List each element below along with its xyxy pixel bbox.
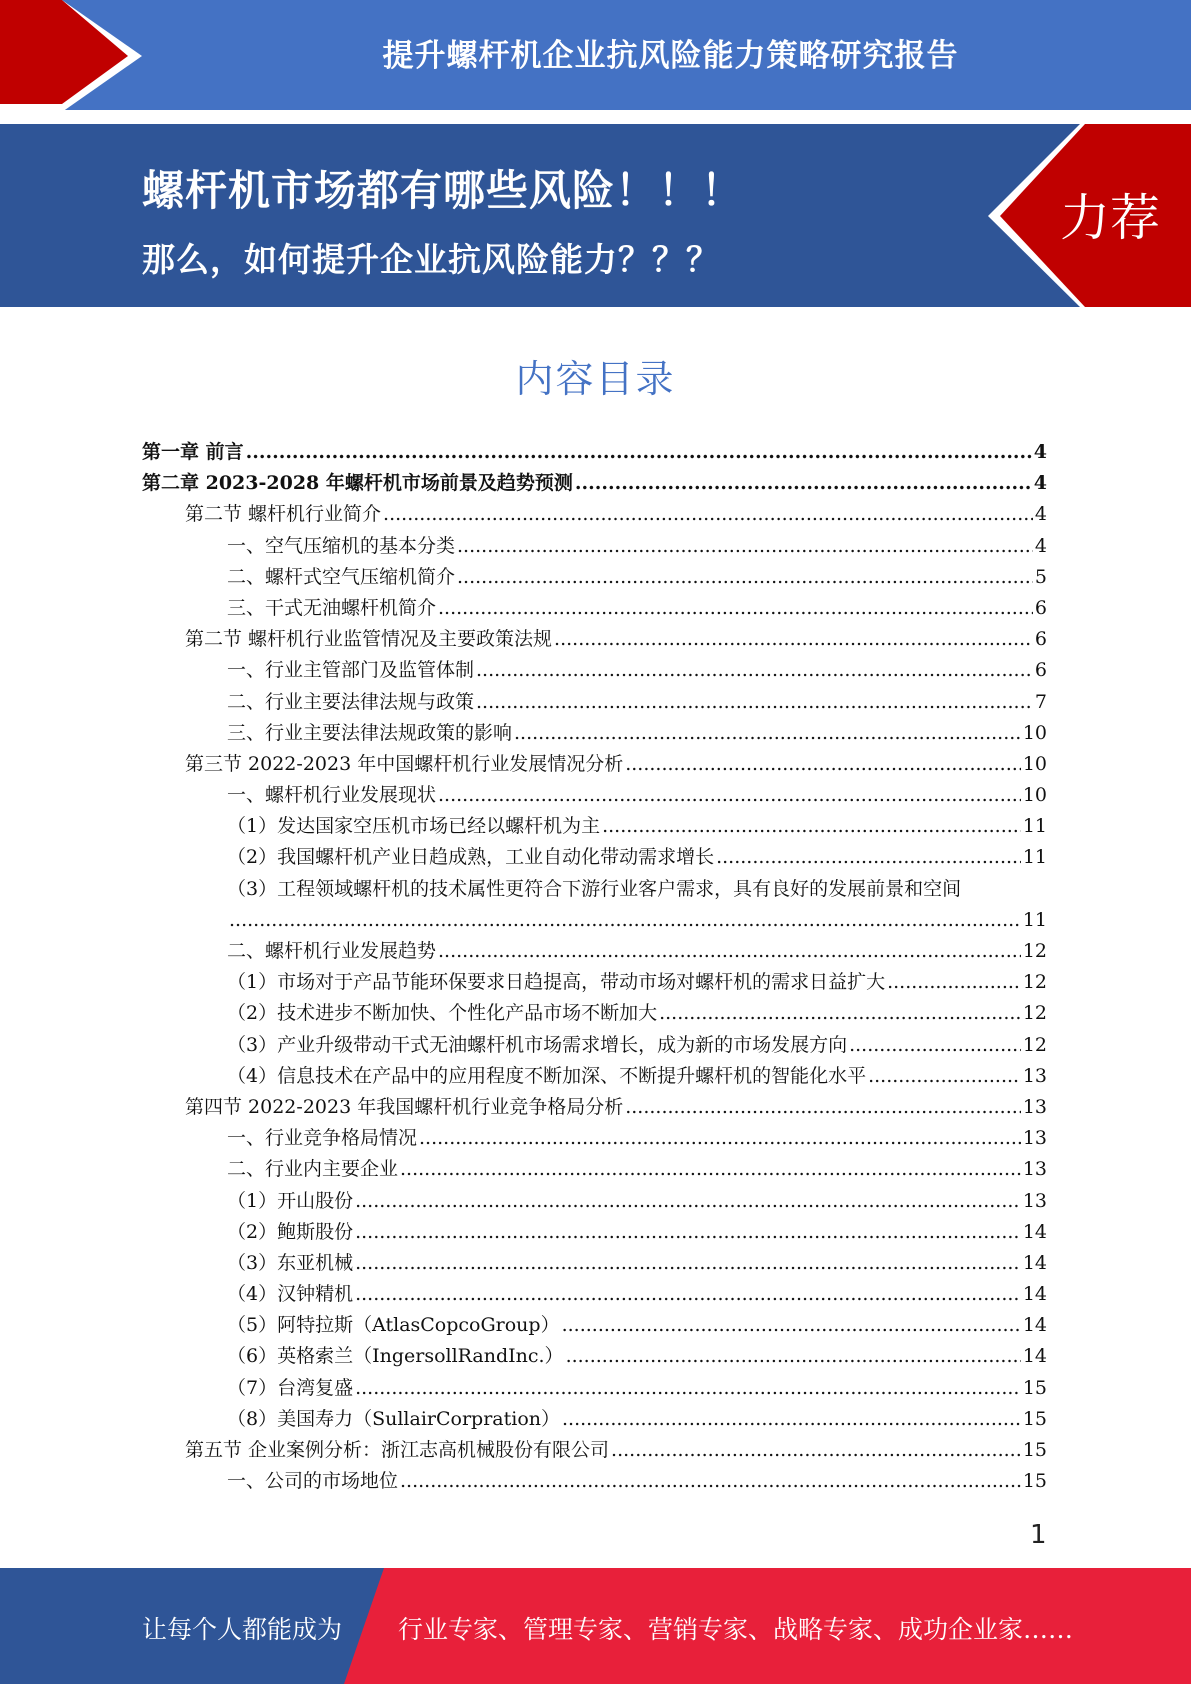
toc-entry[interactable]: 一、行业竞争格局情况 ..... 13 xyxy=(142,1123,1047,1154)
toc-entry[interactable]: （6）英格索兰（IngersollRandInc.） ..... 14 xyxy=(142,1341,1047,1372)
toc-entry[interactable]: （7）台湾复盛 ..... 15 xyxy=(142,1373,1047,1404)
toc-entry[interactable]: 二、行业主要法律法规与政策 ..... 7 xyxy=(142,687,1047,718)
table-of-contents xyxy=(142,437,1047,1497)
header-arrow-decoration xyxy=(0,0,160,112)
report-title: 提升螺杆机企业抗风险能力策略研究报告 xyxy=(382,37,959,74)
footer-slogan-right: 行业专家、管理专家、营销专家、战略专家、成功企业家…… xyxy=(398,1615,1074,1644)
toc-entry[interactable]: （2）技术进步不断加快、个性化产品市场不断加大 ..... 12 xyxy=(142,998,1047,1029)
toc-entry[interactable]: 一、螺杆机行业发展现状 ..... 10 xyxy=(142,780,1047,811)
toc-entry[interactable]: （3）东亚机械 ..... 14 xyxy=(142,1248,1047,1279)
toc-entry[interactable]: 三、干式无油螺杆机简介 ..... 6 xyxy=(142,593,1047,624)
toc-entry[interactable]: 第二节 螺杆机行业简介 ..... 4 xyxy=(142,499,1047,530)
toc-entry-continuation: ..... 11 xyxy=(142,905,1047,936)
toc-entry[interactable]: （2）鲍斯股份 ..... 14 xyxy=(142,1217,1047,1248)
page-number: 1 xyxy=(1030,1520,1047,1550)
recommend-badge: 力荐 xyxy=(1060,189,1160,247)
toc-entry[interactable]: 三、行业主要法律法规政策的影响 ..... 10 xyxy=(142,718,1047,749)
hero-subheadline: 那么，如何提升企业抗风险能力？？？ xyxy=(142,240,720,279)
toc-entry[interactable]: （1）发达国家空压机市场已经以螺杆机为主 ..... 11 xyxy=(142,811,1047,842)
toc-entry[interactable]: （1）市场对于产品节能环保要求日趋提高，带动市场对螺杆机的需求日益扩大 ..... 12 xyxy=(142,967,1047,998)
toc-entry[interactable]: 二、螺杆式空气压缩机简介 ..... 5 xyxy=(142,562,1047,593)
toc-entry[interactable]: 第二节 螺杆机行业监管情况及主要政策法规 ..... 6 xyxy=(142,624,1047,655)
toc-entry[interactable]: 一、空气压缩机的基本分类 ..... 4 xyxy=(142,531,1047,562)
toc-entry[interactable]: 二、螺杆机行业发展趋势 ..... 12 xyxy=(142,936,1047,967)
toc-entry[interactable]: 第三节 2022-2023 年中国螺杆机行业发展情况分析 ..... 10 xyxy=(142,749,1047,780)
toc-entry[interactable]: 一、行业主管部门及监管体制 ..... 6 xyxy=(142,655,1047,686)
header-divider xyxy=(0,110,1191,124)
toc-entry[interactable]: （8）美国寿力（SullairCorpration） ..... 15 xyxy=(142,1404,1047,1435)
hero-headline: 螺杆机市场都有哪些风险！！！ xyxy=(142,166,745,215)
toc-entry[interactable]: 第一章 前言 ..... 4 xyxy=(142,437,1047,468)
toc-entry[interactable]: （3）产业升级带动干式无油螺杆机市场需求增长，成为新的市场发展方向 ..... 12 xyxy=(142,1030,1047,1061)
toc-entry[interactable]: 一、公司的市场地位 ..... 15 xyxy=(142,1466,1047,1497)
toc-entry[interactable]: （1）开山股份 ..... 13 xyxy=(142,1186,1047,1217)
toc-entry[interactable]: 二、行业内主要企业 ..... 13 xyxy=(142,1154,1047,1185)
toc-entry[interactable]: 第四节 2022-2023 年我国螺杆机行业竞争格局分析 ..... 13 xyxy=(142,1092,1047,1123)
toc-entry[interactable]: （5）阿特拉斯（AtlasCopcoGroup） ..... 14 xyxy=(142,1310,1047,1341)
toc-title: 内容目录 xyxy=(515,357,676,401)
toc-entry[interactable]: 第二章 2023-2028 年螺杆机市场前景及趋势预测 ..... 4 xyxy=(142,468,1047,499)
toc-entry[interactable]: （4）汉钟精机 ..... 14 xyxy=(142,1279,1047,1310)
toc-entry[interactable]: 第五节 企业案例分析：浙江志高机械股份有限公司 ..... 15 xyxy=(142,1435,1047,1466)
toc-entry[interactable]: （2）我国螺杆机产业日趋成熟，工业自动化带动需求增长 ..... 11 xyxy=(142,842,1047,873)
footer-slogan-left: 让每个人都能成为 xyxy=(142,1615,343,1644)
toc-entry-wrapped[interactable]: （3）工程领域螺杆机的技术属性更符合下游行业客户需求，具有良好的发展前景和空间 xyxy=(227,877,962,900)
toc-entry[interactable]: （4）信息技术在产品中的应用程度不断加深、不断提升螺杆机的智能化水平 ..... 13 xyxy=(142,1061,1047,1092)
